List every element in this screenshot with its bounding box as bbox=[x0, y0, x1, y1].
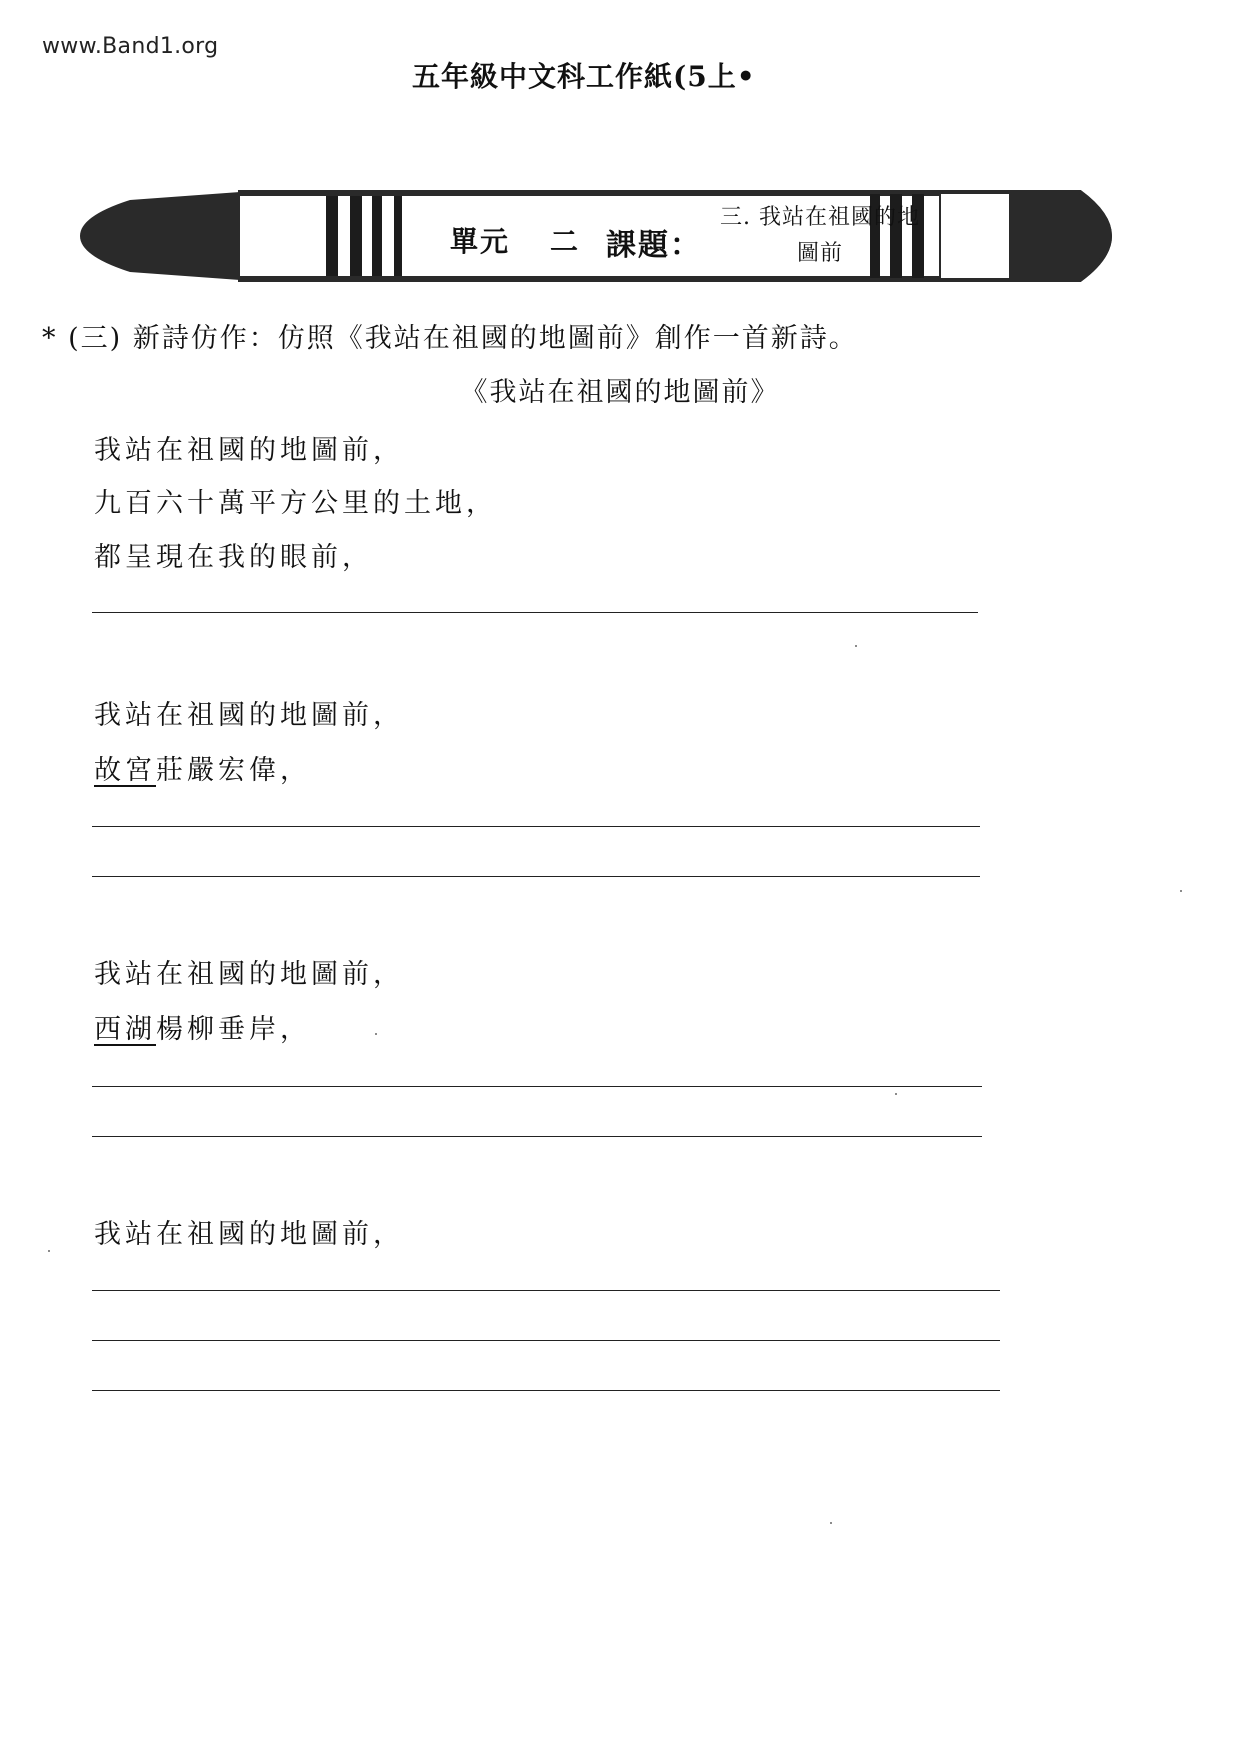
scan-speck bbox=[1180, 890, 1182, 892]
instruction-text: * (三) 新詩仿作：仿照《我站在祖國的地圖前》創作一首新詩。 bbox=[42, 323, 858, 354]
topic-line-2: 圖前 bbox=[796, 241, 843, 266]
answer-line[interactable] bbox=[92, 1340, 1000, 1341]
stanza-3-line-2 bbox=[94, 1007, 311, 1046]
stanza-1-line-2: 九百六十萬平方公里的土地， bbox=[94, 488, 497, 519]
stanza-3-line-2-rest: 楊柳垂岸， bbox=[156, 1014, 311, 1045]
answer-line[interactable] bbox=[92, 612, 978, 613]
stanza-1-line-3: 都呈現在我的眼前， bbox=[94, 542, 373, 573]
stanza-3-line-1: 我站在祖國的地圖前， bbox=[94, 959, 404, 990]
topic-title bbox=[700, 200, 940, 272]
stanza-4-line-1: 我站在祖國的地圖前， bbox=[94, 1219, 404, 1250]
unit-label: 單元 bbox=[450, 225, 511, 258]
place-name-underlined: 西湖 bbox=[94, 1014, 156, 1045]
scan-speck bbox=[48, 1250, 50, 1252]
answer-line[interactable] bbox=[92, 826, 980, 827]
place-name-underlined: 故宮 bbox=[94, 755, 156, 786]
stanza-2-line-2 bbox=[94, 748, 311, 787]
answer-line[interactable] bbox=[92, 1086, 982, 1087]
watermark-url: www.Band1.org bbox=[42, 34, 219, 59]
scan-speck bbox=[830, 1522, 832, 1524]
poem-title: 《我站在祖國的地圖前》 bbox=[460, 377, 780, 408]
unit-number: 二 bbox=[550, 225, 579, 258]
stanza-2-line-2-rest: 莊嚴宏偉， bbox=[156, 755, 311, 786]
scan-speck bbox=[895, 1093, 897, 1095]
answer-line[interactable] bbox=[92, 1390, 1000, 1391]
answer-line[interactable] bbox=[92, 1136, 982, 1137]
topic-line-1: 三. 我站在祖國的地 bbox=[720, 205, 920, 230]
worksheet-title: 五年級中文科工作紙(5上• bbox=[412, 60, 756, 93]
stanza-1-line-1: 我站在祖國的地圖前， bbox=[94, 435, 404, 466]
answer-line[interactable] bbox=[92, 876, 980, 877]
scan-speck bbox=[375, 1033, 377, 1035]
stanza-2-line-1: 我站在祖國的地圖前， bbox=[94, 700, 404, 731]
pencil-banner bbox=[80, 186, 1140, 296]
scan-speck bbox=[855, 645, 857, 647]
answer-line[interactable] bbox=[92, 1290, 1000, 1291]
topic-label: 課題： bbox=[606, 228, 702, 263]
